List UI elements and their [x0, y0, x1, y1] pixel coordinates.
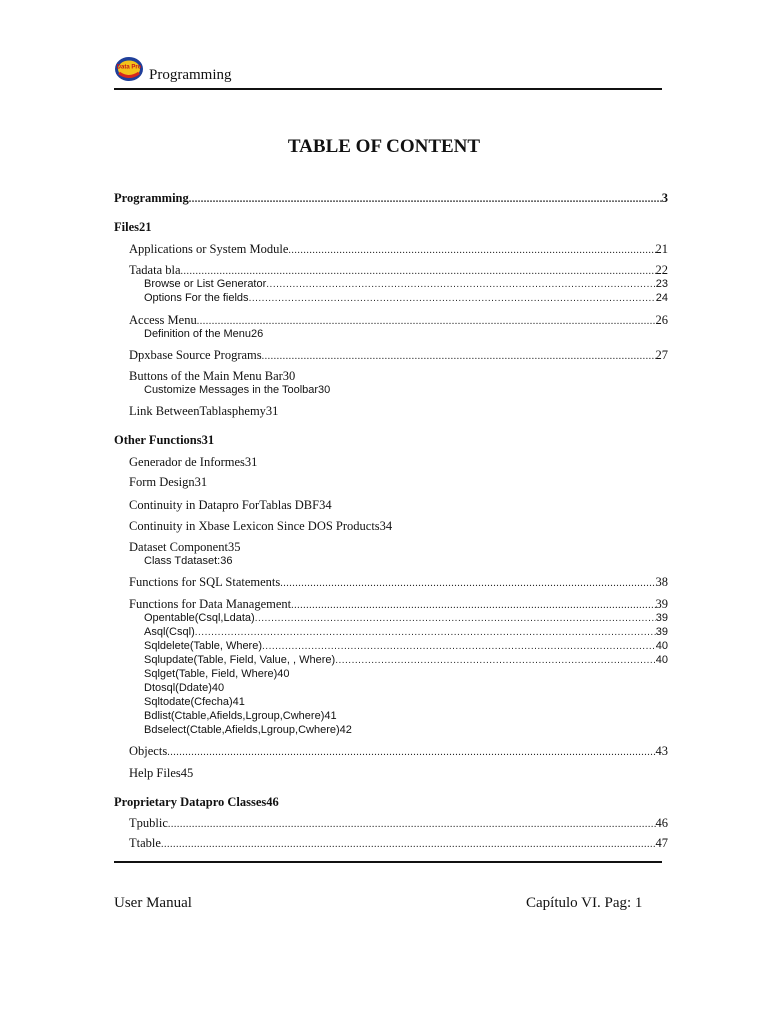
toc-entry-title: Proprietary Datapro Classes46	[114, 795, 279, 809]
toc-page-number: 23	[655, 278, 668, 290]
toc-entry-title: Link BetweenTablasphemy31	[129, 404, 279, 418]
toc-entry[interactable]	[114, 497, 668, 513]
toc-entry-title: Browse or List Generator	[144, 278, 267, 290]
toc-entry-title: Bdselect(Ctable,Afields,Lgroup,Cwhere)42	[144, 724, 352, 736]
toc-entry-title: Sqltodate(Cfecha)41	[144, 696, 245, 708]
toc-entry-title: Files21	[114, 220, 152, 234]
toc-entry-title: Continuity in Xbase Lexicon Since DOS Products34	[129, 519, 393, 533]
toc-leader-dots	[189, 192, 662, 208]
toc-entry[interactable]	[114, 382, 668, 398]
toc-page-number: 46	[655, 816, 668, 830]
toc-page-number: 22	[655, 263, 668, 277]
toc-entry-title: Ttable	[129, 836, 161, 850]
toc-entry-title: Functions for Data Management	[129, 597, 292, 611]
toc-entry-title: Dtosql(Ddate)40	[144, 682, 225, 694]
toc-page-number: 40	[655, 640, 668, 652]
footer-left-text: User Manual	[114, 895, 192, 911]
toc-entry[interactable]	[114, 454, 668, 470]
toc-entry[interactable]	[114, 326, 668, 342]
page-title: TABLE OF CONTENT	[287, 136, 481, 157]
toc-page-number: 24	[655, 292, 668, 304]
toc-entry[interactable]	[114, 432, 668, 448]
toc-page-number: 27	[655, 348, 668, 362]
toc-page-number: 43	[655, 744, 668, 758]
toc-entry-title: Sqlget(Table, Field, Where)40	[144, 668, 290, 680]
toc-leader-dots	[161, 837, 656, 853]
toc-entry-title: Customize Messages in the Toolbar30	[144, 384, 331, 396]
footer-divider	[114, 861, 662, 863]
toc-entry-title: Generador de Informes31	[129, 455, 258, 469]
toc-entry-title: Opentable(Csql,Ldata)	[144, 612, 255, 624]
toc-entry-title: Tadata bla	[129, 263, 181, 277]
header-title: Programming	[149, 67, 232, 83]
toc-page-number: 39	[655, 626, 668, 638]
toc-entry[interactable]	[114, 835, 668, 853]
toc-page-number: 38	[655, 575, 668, 589]
toc-entry[interactable]	[114, 474, 668, 490]
toc-page-number: 39	[655, 612, 668, 624]
toc-entry[interactable]	[114, 518, 668, 534]
toc-page-number: 47	[655, 836, 668, 850]
toc-entry[interactable]	[114, 347, 668, 365]
toc-entry-title: Dpxbase Source Programs	[129, 348, 262, 362]
toc-entry-title: Programming	[114, 191, 189, 205]
toc-entry-title: Class Tdataset:36	[144, 555, 233, 567]
toc-entry-title: Other Functions31	[114, 433, 215, 447]
toc-leader-dots	[262, 349, 656, 365]
toc-entry[interactable]	[114, 241, 668, 259]
toc-entry-title: Options For the fields	[144, 292, 249, 304]
toc-entry-title: Asql(Csql)	[144, 626, 195, 638]
toc-entry[interactable]	[114, 553, 668, 569]
toc-entry-title: Dataset Component35	[129, 540, 241, 554]
toc-leader-dots	[167, 745, 655, 761]
toc-entry-title: Buttons of the Main Menu Bar30	[129, 369, 296, 383]
toc-entry[interactable]	[114, 743, 668, 761]
toc-entry-title: Form Design31	[129, 475, 208, 489]
page-header	[114, 54, 662, 90]
toc-leader-dots	[168, 817, 656, 833]
toc-entry-title: Access Menu	[129, 313, 197, 327]
toc-entry[interactable]	[114, 722, 668, 738]
toc-entry-title: Continuity in Datapro ForTablas DBF34	[129, 498, 332, 512]
toc-page-number: 40	[655, 654, 668, 666]
toc-entry-title: Sqlupdate(Table, Field, Value, , Where)	[144, 654, 336, 666]
toc-page-number: 3	[661, 191, 668, 205]
toc-leader-dots	[288, 243, 655, 259]
toc-page-number: 26	[655, 313, 668, 327]
toc-entry[interactable]	[114, 765, 668, 781]
toc-entry[interactable]	[114, 794, 668, 810]
toc-page-number: 39	[655, 597, 668, 611]
toc-entry-title: Sqldelete(Table, Where)	[144, 640, 263, 652]
toc-entry-title: Objects	[129, 744, 168, 758]
toc-entry[interactable]	[114, 190, 668, 208]
toc-entry[interactable]	[114, 574, 668, 592]
toc-entry-title: Bdlist(Ctable,Afields,Lgroup,Cwhere)41	[144, 710, 337, 722]
footer-page-label: Capítulo VI. Pag: 1	[526, 895, 643, 911]
logo-text: Data Pro	[116, 64, 142, 71]
toc-entry[interactable]	[114, 219, 668, 235]
toc-entry[interactable]	[114, 815, 668, 833]
toc-entry[interactable]	[114, 403, 668, 419]
toc-leader-dots	[280, 576, 655, 592]
toc-entry[interactable]	[114, 290, 668, 307]
toc-entry-title: Definition of the Menu26	[144, 328, 264, 340]
toc-entry-title: Functions for SQL Statements	[129, 575, 281, 589]
toc-page-number: 21	[655, 242, 668, 256]
toc-entry-title: Applications or System Module	[129, 242, 289, 256]
datapro-logo-icon	[114, 56, 144, 82]
toc-entry-title: Tpublic	[129, 816, 168, 830]
toc-entry-title: Help Files45	[129, 766, 194, 780]
toc-leader-dots	[249, 291, 656, 307]
